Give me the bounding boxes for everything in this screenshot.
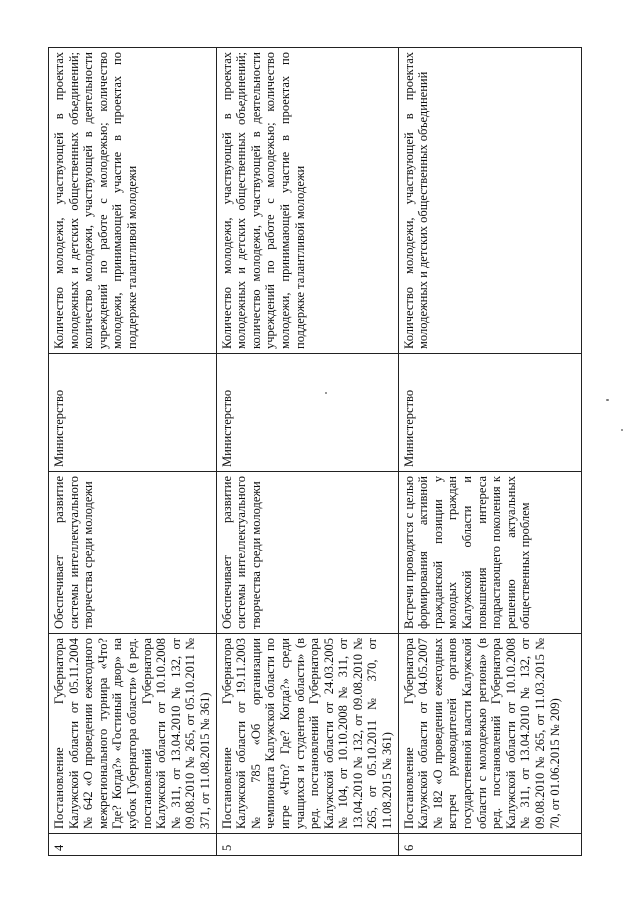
- scan-speck: [325, 392, 327, 394]
- indicators-cell: Количество молодежи, участвующей в проектах молодежных и детских общественных объединений; количество молодежи, участвующей в деятельности учреждений по работе с молодежью; количество молодежи, принимающей участие в проектах по поддержке талантливой молодежи: [216, 48, 398, 354]
- table-row: [49, 48, 217, 856]
- programs-table: [48, 47, 582, 856]
- purpose-cell: Встречи проводятся с целью формирования активной гражданской позиции у молодых граждан Калужской области и повышения интереса подрастающего поколения к решению актуальных общественных проблем: [398, 472, 581, 634]
- rotated-page: [48, 48, 562, 856]
- table-row: [216, 48, 398, 856]
- row-number: 4: [49, 834, 217, 856]
- indicators-cell: Количество молодежи, участвующей в проектах молодежных и детских общественных объединений: [398, 48, 581, 354]
- executor-cell: Министерство: [216, 354, 398, 472]
- executor-cell: Министерство: [49, 354, 217, 472]
- purpose-cell: Обеспечивает развитие системы интеллектуального творчества среди молодежи: [49, 472, 217, 634]
- document-cell: Постановление Губернатора Калужской области от 19.11.2003 № 785 «Об организации чемпионата Калужской области по игре «Что? Где? Когда?» среди учащихся и студентов области» (в ред. постановлений Губернатора Калужской области от 24.03.2005 № 104, от 10.10.2008 № 311, от 13.04.2010 № 132, от 09.08.2010 № 265, от 05.10.2011 № 370, от 11.08.2015 № 361): [216, 634, 398, 834]
- table-row: [398, 48, 581, 856]
- row-number: 5: [216, 834, 398, 856]
- row-number: 6: [398, 834, 581, 856]
- document-cell: Постановление Губернатора Калужской области от 05.11.2004 № 642 «О проведении ежегодного межрегионального турнира «Что? Где? Когда?» «Гостиный двор» на кубок Губернатора области» (в ред. постановлений Губернатора Калужской области от 10.10.2008 № 311, от 13.04.2010 № 132, от 09.08.2010 № 265, от 05.10.2011 № 371, от 11.08.2015 № 361): [49, 634, 217, 834]
- scan-speck: [606, 399, 609, 401]
- purpose-cell: Обеспечивает развитие системы интеллектуального творчества среди молодежи: [216, 472, 398, 634]
- scan-speck: [621, 429, 623, 431]
- executor-cell: Министерство: [398, 354, 581, 472]
- indicators-cell: Количество молодежи, участвующей в проектах молодежных и детских общественных объединений; количество молодежи, участвующей в деятельности учреждений по работе с молодежью; количество молодежи, принимающей участие в проектах по поддержке талантливой молодежи: [49, 48, 217, 354]
- document-cell: Постановление Губернатора Калужской области от 04.05.2007 № 182 «О проведении ежегодных встреч руководителей органов государственной власти Калужской области с молодежью региона» (в ред. постановлений Губернатора Калужской области от 10.10.2008 № 311, от 13.04.2010 № 132, от 09.08.2010 № 265, от 11.03.2015 № 70, от 01.06.2015 № 209): [398, 634, 581, 834]
